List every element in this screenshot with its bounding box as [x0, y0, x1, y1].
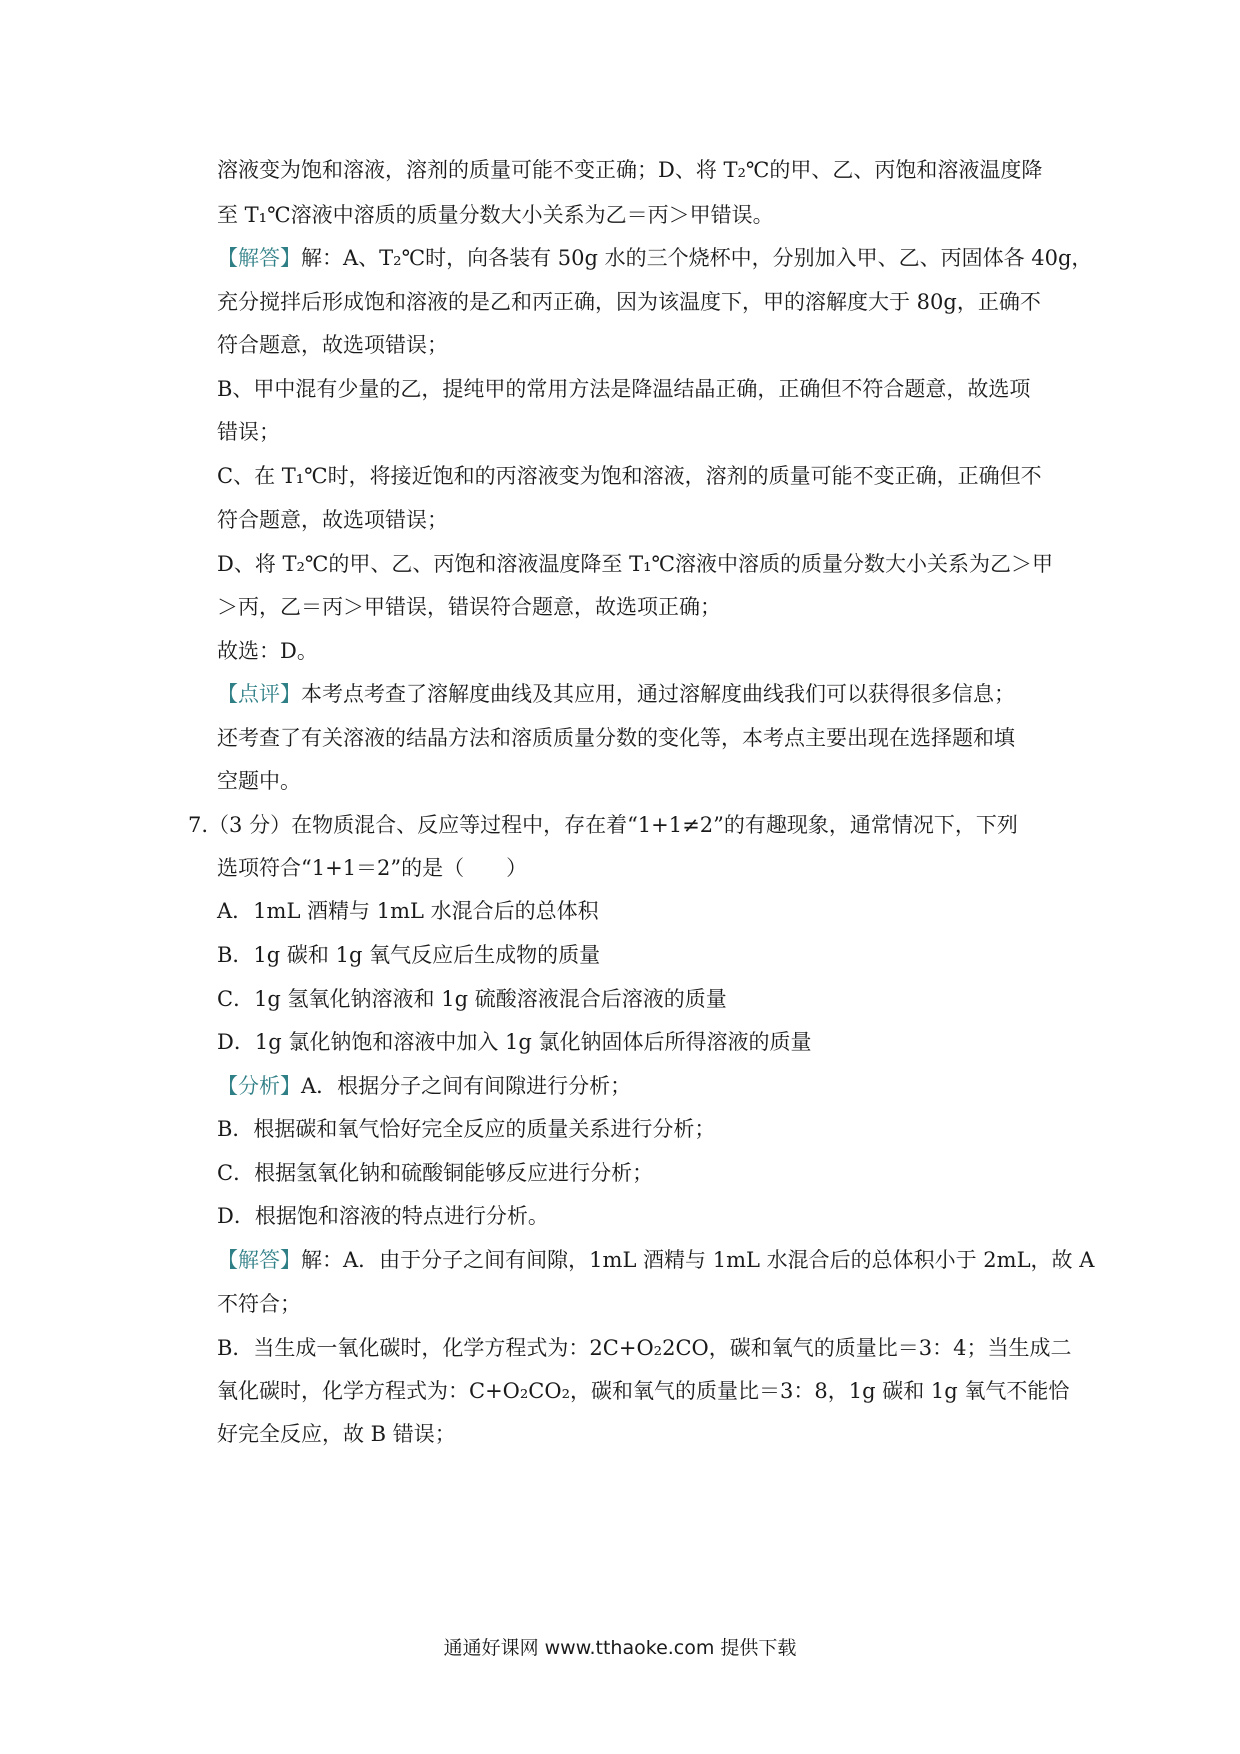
line-text: B．根据碳和氧气恰好完全反应的质量关系进行分析； [217, 1117, 716, 1141]
text-line [217, 1289, 1057, 1319]
text-line [217, 1201, 1057, 1231]
line-text: 好完全反应，故 B 错误； [217, 1422, 456, 1446]
page-footer: 通通好课网 www.tthaoke.com 提供下载 [443, 1637, 797, 1659]
text-line [217, 1158, 1057, 1188]
line-text: 错误； [217, 420, 280, 444]
line-text: C、在 T₁℃时，将接近饱和的丙溶液变为饱和溶液，溶剂的质量可能不变正确，正确但不 [217, 464, 1042, 488]
text-line [217, 287, 1057, 317]
line-text: B．1g 碳和 1g 氧气反应后生成物的质量 [217, 943, 601, 967]
line-text: 充分搅拌后形成饱和溶液的是乙和丙正确，因为该温度下，甲的溶解度大于 80g，正确不 [217, 290, 1041, 314]
line-text: 解：A、T₂℃时，向各装有 50g 水的三个烧杯中，分别加入甲、乙、丙固体各 40g， [301, 246, 1093, 270]
text-line [217, 592, 1057, 622]
text-line [217, 1027, 1057, 1057]
line-text: 氧化碳时，化学方程式为：C+O₂CO₂，碳和氧气的质量比＝3：8，1g 碳和 1g 氧气不能恰 [217, 1379, 1070, 1403]
text-line [217, 766, 1057, 796]
line-text: D．根据饱和溶液的特点进行分析。 [217, 1204, 549, 1228]
text-line [217, 636, 1057, 666]
text-line [217, 1333, 1072, 1363]
text-line [217, 1245, 1095, 1275]
line-text: 不符合； [217, 1292, 301, 1316]
line-text: 选项符合“1+1＝2”的是（ ） [217, 856, 528, 880]
line-text: A．1mL 酒精与 1mL 水混合后的总体积 [217, 899, 599, 923]
line-text: 故选：D。 [217, 639, 318, 663]
text-line [217, 1376, 1070, 1406]
text-line [217, 896, 1057, 926]
line-text: 至 T₁℃溶液中溶质的质量分数大小关系为乙＝丙＞甲错误。 [217, 203, 774, 227]
text-line [217, 155, 1057, 185]
text-line [217, 1419, 1057, 1449]
section-tag: 【分析】 [217, 1074, 301, 1098]
text-line [217, 1114, 1057, 1144]
text-line [217, 417, 1057, 447]
line-text: 本考点考查了溶解度曲线及其应用，通过溶解度曲线我们可以获得很多信息； [301, 682, 1015, 706]
text-line [188, 810, 1028, 840]
line-text: B．当生成一氧化碳时，化学方程式为：2C+O₂2CO，碳和氧气的质量比＝3：4；当生成二 [217, 1336, 1072, 1360]
section-tag: 【解答】 [217, 1248, 301, 1272]
text-line [217, 200, 1057, 230]
text-line [217, 853, 1057, 883]
text-line [217, 505, 1057, 535]
line-text: 空题中。 [217, 769, 301, 793]
section-tag: 【点评】 [217, 682, 301, 706]
line-text: 符合题意，故选项错误； [217, 333, 448, 357]
text-line [217, 330, 1057, 360]
line-text: C．根据氢氧化钠和硫酸铜能够反应进行分析； [217, 1161, 654, 1185]
line-text: 符合题意，故选项错误； [217, 508, 448, 532]
text-line [217, 679, 1057, 709]
line-text: D．1g 氯化钠饱和溶液中加入 1g 氯化钠固体后所得溶液的质量 [217, 1030, 812, 1054]
line-text: 还考查了有关溶液的结晶方法和溶质质量分数的变化等，本考点主要出现在选择题和填 [217, 726, 1015, 750]
line-text: D、将 T₂℃的甲、乙、丙饱和溶液温度降至 T₁℃溶液中溶质的质量分数大小关系为乙＞甲 [217, 552, 1054, 576]
line-text: ＞丙，乙＝丙＞甲错误，错误符合题意，故选项正确； [217, 595, 721, 619]
line-text: 溶液变为饱和溶液，溶剂的质量可能不变正确；D、将 T₂℃的甲、乙、丙饱和溶液温度降 [217, 158, 1043, 182]
text-line [217, 723, 1057, 753]
line-text: C．1g 氢氧化钠溶液和 1g 硫酸溶液混合后溶液的质量 [217, 987, 727, 1011]
text-line [217, 984, 1057, 1014]
text-line [217, 940, 1057, 970]
line-text: 7.（3 分）在物质混合、反应等过程中，存在着“1+1≠2”的有趣现象，通常情况下，下列 [188, 813, 1018, 837]
text-line [217, 1071, 1057, 1101]
text-line [217, 461, 1057, 491]
line-text: 解：A．由于分子之间有间隙，1mL 酒精与 1mL 水混合后的总体积小于 2mL，故 A [301, 1248, 1095, 1272]
text-line [217, 374, 1057, 404]
section-tag: 【解答】 [217, 246, 301, 270]
text-line [217, 243, 1093, 273]
line-text: A．根据分子之间有间隙进行分析； [301, 1074, 632, 1098]
line-text: B、甲中混有少量的乙，提纯甲的常用方法是降温结晶正确，正确但不符合题意，故选项 [217, 377, 1031, 401]
text-line [217, 549, 1057, 579]
